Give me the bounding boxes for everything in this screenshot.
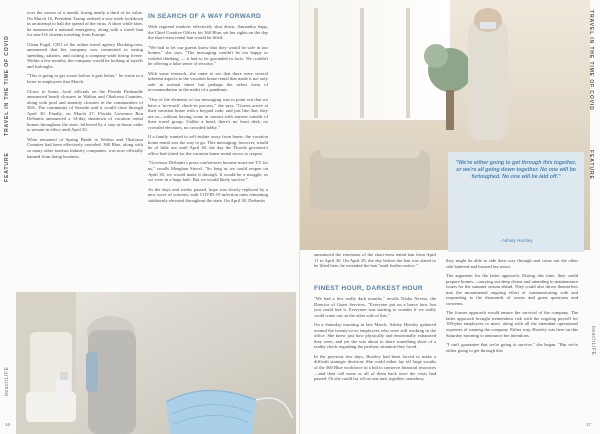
left-footer-label: beachLIFE — [4, 366, 10, 396]
right-series-label: TRAVEL IN THE TIME OF COVID — [588, 10, 594, 111]
paragraph: "Governor DeSantis's press conferences became must-see TV for us," recalls Meaghan Stovel. "So long as we could reopen on April 30, we would make it through. It would be a struggle, as we were in a huge hole. But we would likely survive." — [148, 160, 268, 183]
paragraph: What remained of Spring Break in Walton and Okaloosa Counties had been effectively canceled. 360 Blue, along with so many other tourism industry companies, was now officially banned from doing business. — [27, 136, 143, 159]
cleaning-photo-image — [16, 292, 296, 434]
paragraph: The argument for the latter approach: During this time, they could prepare homes—carrying out deep cleans and attending to maintenance issues for the summer season ahead. They could also throw themselves into the monumental ongoing effort of communicating with and responding to the thousands of owner and guest questions and concerns. — [446, 273, 578, 306]
paragraph: "We had a few really dark months," recalls Trisha Nevers, the Director of Guest Services. "Everyone put on a brave face, but you could feel it. Everyone was starting to wonder if we really could come out on the other side of this." — [314, 296, 436, 318]
paragraph: over the course of a month, losing nearly a third of its value. On March 16, President Trump ordered a two-week lockdown in an attempt to halt the spread of the virus. A short while later, he announced a national emergency, along with a travel ban for non-US citizens traveling from Europe. — [27, 10, 143, 38]
paragraph: "This is going to get worse before it gets better," he wrote in a letter to employees that March. — [27, 73, 143, 85]
heading-finest: FINEST HOUR, DARKEST HOUR — [314, 285, 423, 292]
heading-search: IN SEARCH OF A WAY FORWARD — [148, 13, 262, 20]
paragraph: Closer to home, local officials on the Florida Panhandle announced beach closures in Walton and Okaloosa Counties, along with pool and amenity closures in the communities of 30A. The community of Seaside said it would close through April 30. Finally, on March 27, Florida Governor Ron DeSantis announced a 14-day shutdown of vacation rental homes throughout the state, followed by a stay-at-home order to remain in effect until April 30. — [27, 88, 143, 133]
left-column-2 — [148, 24, 268, 324]
pull-quote-attribution: - Ashely Horsley — [499, 238, 533, 243]
right-footer-label: beachLIFE — [590, 326, 596, 356]
paragraph: Glenn Fogel, CEO of the online travel agency Booking.com, announced that his company was committed to easing spending, salaries, and cutting a company-wide hiring freeze. Within a few months, the company would be looking at layoffs and furloughs. — [27, 41, 143, 69]
paragraph: "I can't guarantee that we're going to survive," she began. "But we're either going to get through this — [446, 342, 578, 353]
right-column-1 — [314, 296, 436, 430]
right-page-number: 17 — [586, 422, 592, 427]
right-page — [300, 0, 600, 434]
cleaning-photo — [16, 292, 296, 434]
right-column-2 — [446, 258, 578, 430]
paragraph: The former approach would ensure the survival of the company. The latter approach brought tremendous risk with the ongoing payroll for 100-plus employees to meet, along with all the attendant operational expenses of running the company. Either way, Horsley was here on this Saturday morning to announce her intentions. — [446, 310, 578, 338]
paragraph: On a Saturday morning in late March, Ashley Horsley gathered around the twenty-or-so employees who were still working in the office. She knew just how physically and emotionally exhausted they were, and yet she was about to share something short of a reality check regarding the perilous situation they faced. — [314, 322, 436, 350]
right-section-label: FEATURE — [588, 150, 594, 180]
paragraph: "One of the elements of our messaging was to point out that we have a 'no-touch' check-in process," she says. "Guests arrive at their vacation home with a keypad code, and just like that, they are in—without having come in contact with anyone outside of their travel group. Unlike a hotel, there's no front desk, no crowded elevators, no crowded lobby." — [148, 97, 268, 130]
paragraph: With some research, she came to see that there were several inherent aspects to the vacation home rental that made it not only safe in normal times but perhaps the safest form of accommodation in the midst of a pandemic. — [148, 70, 268, 93]
left-column-1 — [27, 10, 143, 292]
paragraph: With regional markets effectively shut down, Samantha Sapp, the Chief Creative Officer for 360 Blue, set her sights on the day the short-term rental ban would be lifted. — [148, 24, 268, 41]
pull-quote: "We're either going to get through this together, or we're all going down together. No one will be furloughed. No one will be laid off." — [455, 160, 577, 181]
paragraph: If a family wanted to self-isolate away from home, the vacation home rental was the way to go. This messaging, however, would be of little use until April 30, the day the Florida governor's office had slated for the vacation home rental sector to reopen. — [148, 134, 268, 156]
paragraph: announced the extension of the short-term rental ban from April 11 to April 30. On April 29, the day before the ban was slated to be lifted here, he extended the ban "until further notice." — [314, 252, 436, 269]
paragraph: "We had to let our guests know that they would be safe in our homes," she says. "The messaging couldn't be too happy or wishful thinking — it had to be grounded in facts. We couldn't be offering a false sense of security." — [148, 44, 268, 67]
paragraph: In the previous few days, Horsley had been forced to make a difficult strategic decision: She could either lay off large swaths of the 360 Blue workforce in a bid to conserve financial resources—and then call some or all of them back once the crisis had passed. Or she could lay off no one and, together, somehow, — [314, 353, 436, 382]
paragraph: they might be able to ride their way through and come out the other side battered and bruised but intact. — [446, 258, 578, 269]
left-series-label: TRAVEL IN THE TIME OF COVID — [4, 35, 10, 136]
left-section-label: FEATURE — [4, 152, 10, 182]
right-column-1-top — [314, 252, 436, 274]
left-page-number: 16 — [5, 422, 11, 427]
paragraph: As the days and weeks passed, hope was slowly replaced by a new wave of concern, with COVID-19 infection rates remaining stubbornly elevated throughout the state. On April 30, DeSantis — [148, 186, 268, 203]
